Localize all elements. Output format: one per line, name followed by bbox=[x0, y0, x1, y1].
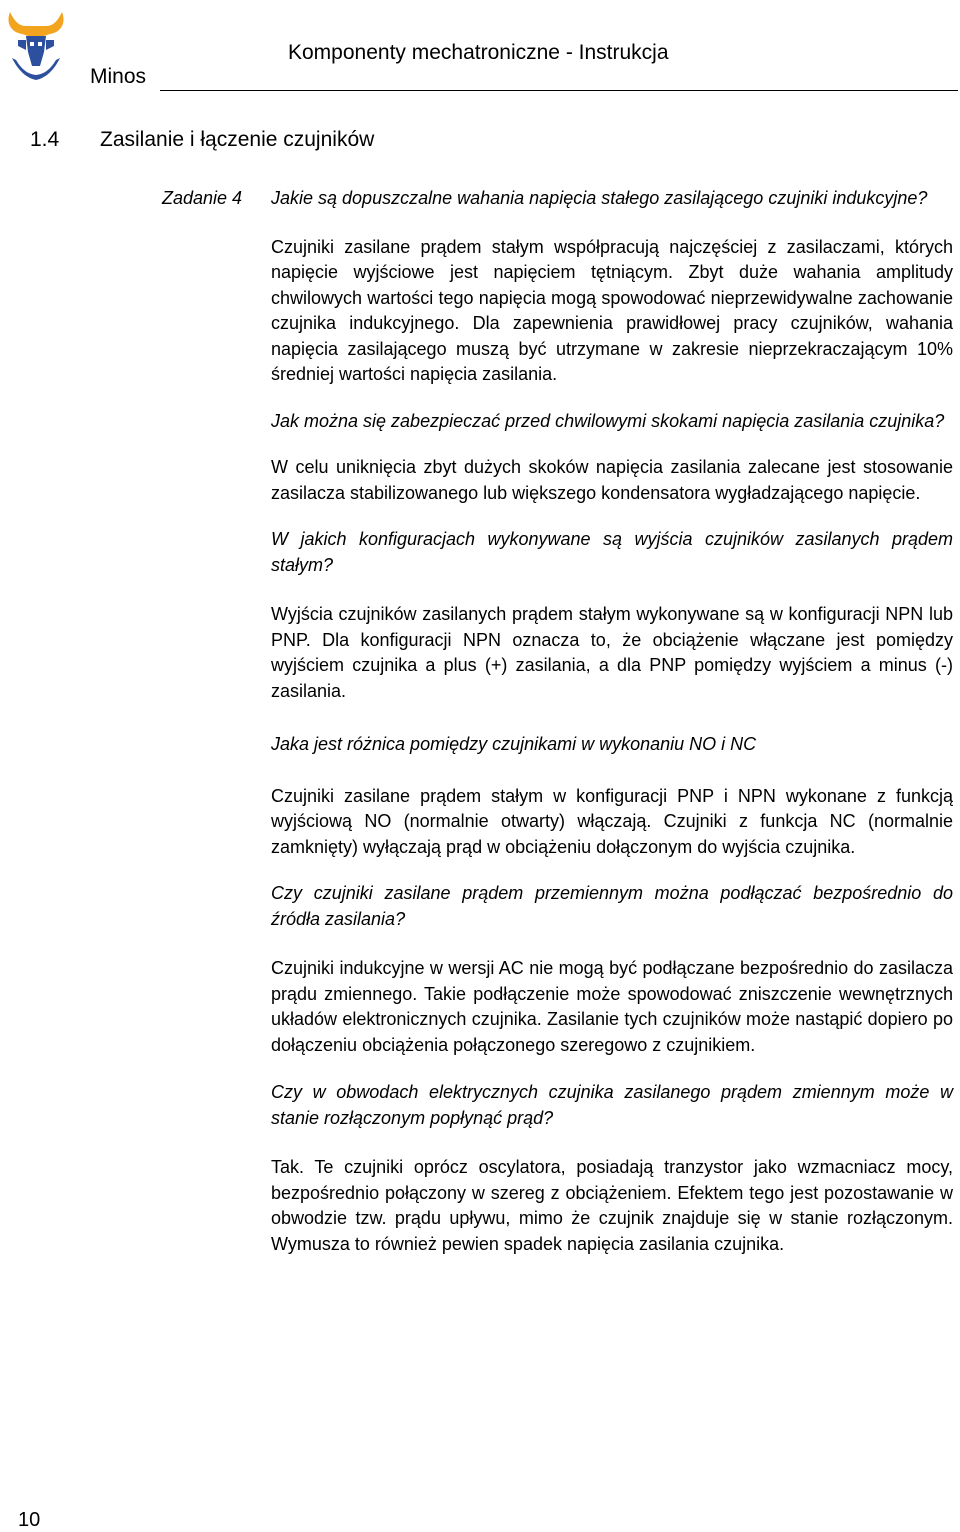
answer-paragraph: Wyjścia czujników zasilanych prądem stałym wykonywane są w konfiguracji NPN lub PNP. Dla konfiguracji NPN oznacza to, że obciążenie włączane jest pomiędzy wyjściem czujnika a plus (+) zasilania, a dla PNP pomiędzy wyjściem a minus (-) zasilania. bbox=[271, 604, 953, 701]
answer-paragraph: Czujniki zasilane prądem stałym współpracują najczęściej z zasilaczami, których napięcie wyjściowe jest napięciem tętniącym. Zbyt duże wahania amplitudy chwilowych wartości tego napięcia mogą spowodować nieprzewidywalne zachowanie czujnika indukcyjnego. Dla zapewnienia prawidłowej pracy czujników, wahania napięcia zasilającego muszą być utrzymane w zakresie nieprzekraczającym 10% średniej wartości napięcia zasilania. bbox=[271, 236, 953, 384]
minos-bull-logo-icon bbox=[4, 6, 68, 86]
page-number: 10 bbox=[18, 1509, 41, 1531]
document-title: Komponenty mechatroniczne - Instrukcja bbox=[288, 41, 669, 64]
question-paragraph: Czy czujniki zasilane prądem przemiennym można podłączać bezpośrednio do źródła zasilania? bbox=[271, 883, 953, 929]
question-paragraph: Jak można się zabezpieczać przed chwilowymi skokami napięcia zasilania czujnika? bbox=[271, 410, 945, 431]
question-paragraph: W jakich konfiguracjach wykonywane są wyjścia czujników zasilanych prądem stałym? bbox=[271, 529, 953, 575]
question-paragraph: Czy w obwodach elektrycznych czujnika zasilanego prądem zmiennym może w stanie rozłączonym popłynąć prąd? bbox=[271, 1082, 953, 1128]
header-divider bbox=[160, 90, 958, 91]
task-content bbox=[271, 186, 953, 1257]
answer-paragraph: Czujniki zasilane prądem stałym w konfiguracji PNP i NPN wykonane z funkcją wyjściową NO (normalnie otwarty) włączają. Czujniki z funkcja NC (normalnie zamknięty) wyłączają prąd w obciążeniu dołączonym do wyjścia czujnika. bbox=[271, 785, 953, 857]
question-paragraph: Jaka jest różnica pomiędzy czujnikami w wykonaniu NO i NC bbox=[271, 734, 757, 754]
section-number: 1.4 bbox=[30, 128, 60, 151]
brand-name: Minos bbox=[90, 65, 147, 88]
section-title: Zasilanie i łączenie czujników bbox=[100, 128, 375, 151]
answer-paragraph: W celu uniknięcia zbyt dużych skoków napięcia zasilania zalecane jest stosowanie zasilacza stabilizowanego lub większego kondensatora wygładzającego napięcie. bbox=[271, 457, 953, 503]
question-paragraph: Jakie są dopuszczalne wahania napięcia stałego zasilającego czujniki indukcyjne? bbox=[271, 188, 928, 208]
answer-paragraph: Tak. Te czujniki oprócz oscylatora, posiadają tranzystor jako wzmacniacz mocy, bezpośrednio połączony w szereg z obciążeniem. Efektem tego jest pozostawanie w obwodzie tzw. prądu upływu, mimo że czujnik znajduje się w stanie rozłączonym. Wymusza to również pewien spadek napięcia zasilania czujnika. bbox=[271, 1157, 953, 1254]
answer-paragraph: Czujniki indukcyjne w wersji AC nie mogą być podłączane bezpośrednio do zasilacza prądu zmiennego. Takie podłączenie może spowodować zniszczenie wewnętrznych układów elektronicznych czujnika. Zasilanie tych czujników może nastąpić dopiero po dołączeniu obciążenia połączonego szeregowo z czujnikiem. bbox=[271, 958, 953, 1055]
task-label: Zadanie 4 bbox=[162, 188, 243, 208]
